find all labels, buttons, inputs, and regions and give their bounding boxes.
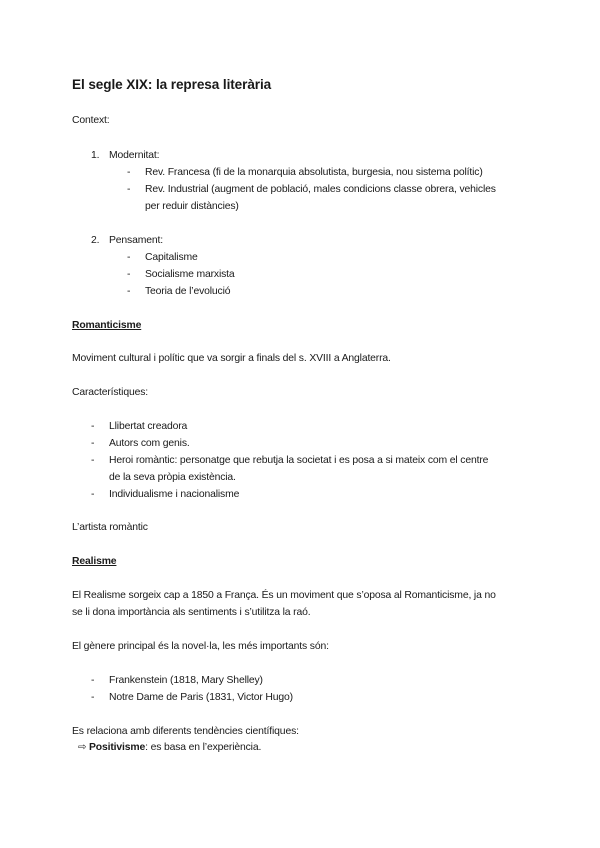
positivism-description: : es basa en l’experiència.	[145, 742, 262, 753]
list-item-continuation: de la seva pròpia existència.	[109, 472, 236, 483]
list-number-1: 1.	[91, 150, 100, 161]
dash-bullet: -	[91, 421, 95, 432]
list-item-pensament: Pensament:	[109, 235, 163, 246]
arrow-right-icon: ⇨	[78, 742, 87, 753]
list-item: Heroi romàntic: personatge que rebutja la societat i es posa a si mateix com el centre	[109, 455, 489, 466]
paragraph: El gènere principal és la novel·la, les més importants són:	[72, 641, 329, 652]
dash-bullet: -	[91, 675, 95, 686]
list-item: Notre Dame de Paris (1831, Victor Hugo)	[109, 692, 293, 703]
context-label: Context:	[72, 115, 110, 126]
dash-bullet: -	[91, 692, 95, 703]
sublist-item: Rev. Industrial (augment de població, males condicions classe obrera, vehicles	[145, 184, 496, 195]
paragraph: Es relaciona amb diferents tendències científiques:	[72, 726, 299, 737]
dash-bullet: -	[127, 252, 131, 263]
paragraph-line: El Realisme sorgeix cap a 1850 a França. És un moviment que s’oposa al Romanticisme, ja no	[72, 590, 496, 601]
list-item: Frankenstein (1818, Mary Shelley)	[109, 675, 263, 686]
arrow-bullet-line	[78, 741, 261, 754]
dash-bullet: -	[91, 455, 95, 466]
list-item: Llibertat creadora	[109, 421, 188, 432]
section-heading-realisme: Realisme	[72, 556, 117, 567]
dash-bullet: -	[91, 438, 95, 449]
dash-bullet: -	[91, 489, 95, 500]
section-heading-romanticisme: Romanticisme	[72, 320, 142, 331]
dash-bullet: -	[127, 184, 131, 195]
dash-bullet: -	[127, 269, 131, 280]
sublist-item: Capitalisme	[145, 252, 198, 263]
list-item: Individualisme i nacionalisme	[109, 489, 240, 500]
list-number-2: 2.	[91, 235, 100, 246]
paragraph: Moviment cultural i polític que va sorgir a finals del s. XVIII a Anglaterra.	[72, 353, 391, 364]
list-item-modernitat: Modernitat:	[109, 150, 160, 161]
page-title: El segle XIX: la represa literària	[72, 77, 272, 92]
paragraph: L’artista romàntic	[72, 522, 148, 533]
sublist-item: Socialisme marxista	[145, 269, 235, 280]
dash-bullet: -	[127, 286, 131, 297]
positivism-term: Positivisme	[88, 742, 146, 753]
dash-bullet: -	[127, 167, 131, 178]
sublist-item-continuation: per reduir distàncies)	[145, 201, 239, 212]
paragraph-line: se li dona importància als sentiments i s’utilitza la raó.	[72, 607, 311, 618]
list-item: Autors com genis.	[109, 438, 190, 449]
features-label: Característiques:	[72, 387, 148, 398]
sublist-item: Teoria de l’evolució	[145, 286, 231, 297]
sublist-item: Rev. Francesa (fi de la monarquia absolutista, burgesia, nou sistema polític)	[145, 167, 483, 178]
